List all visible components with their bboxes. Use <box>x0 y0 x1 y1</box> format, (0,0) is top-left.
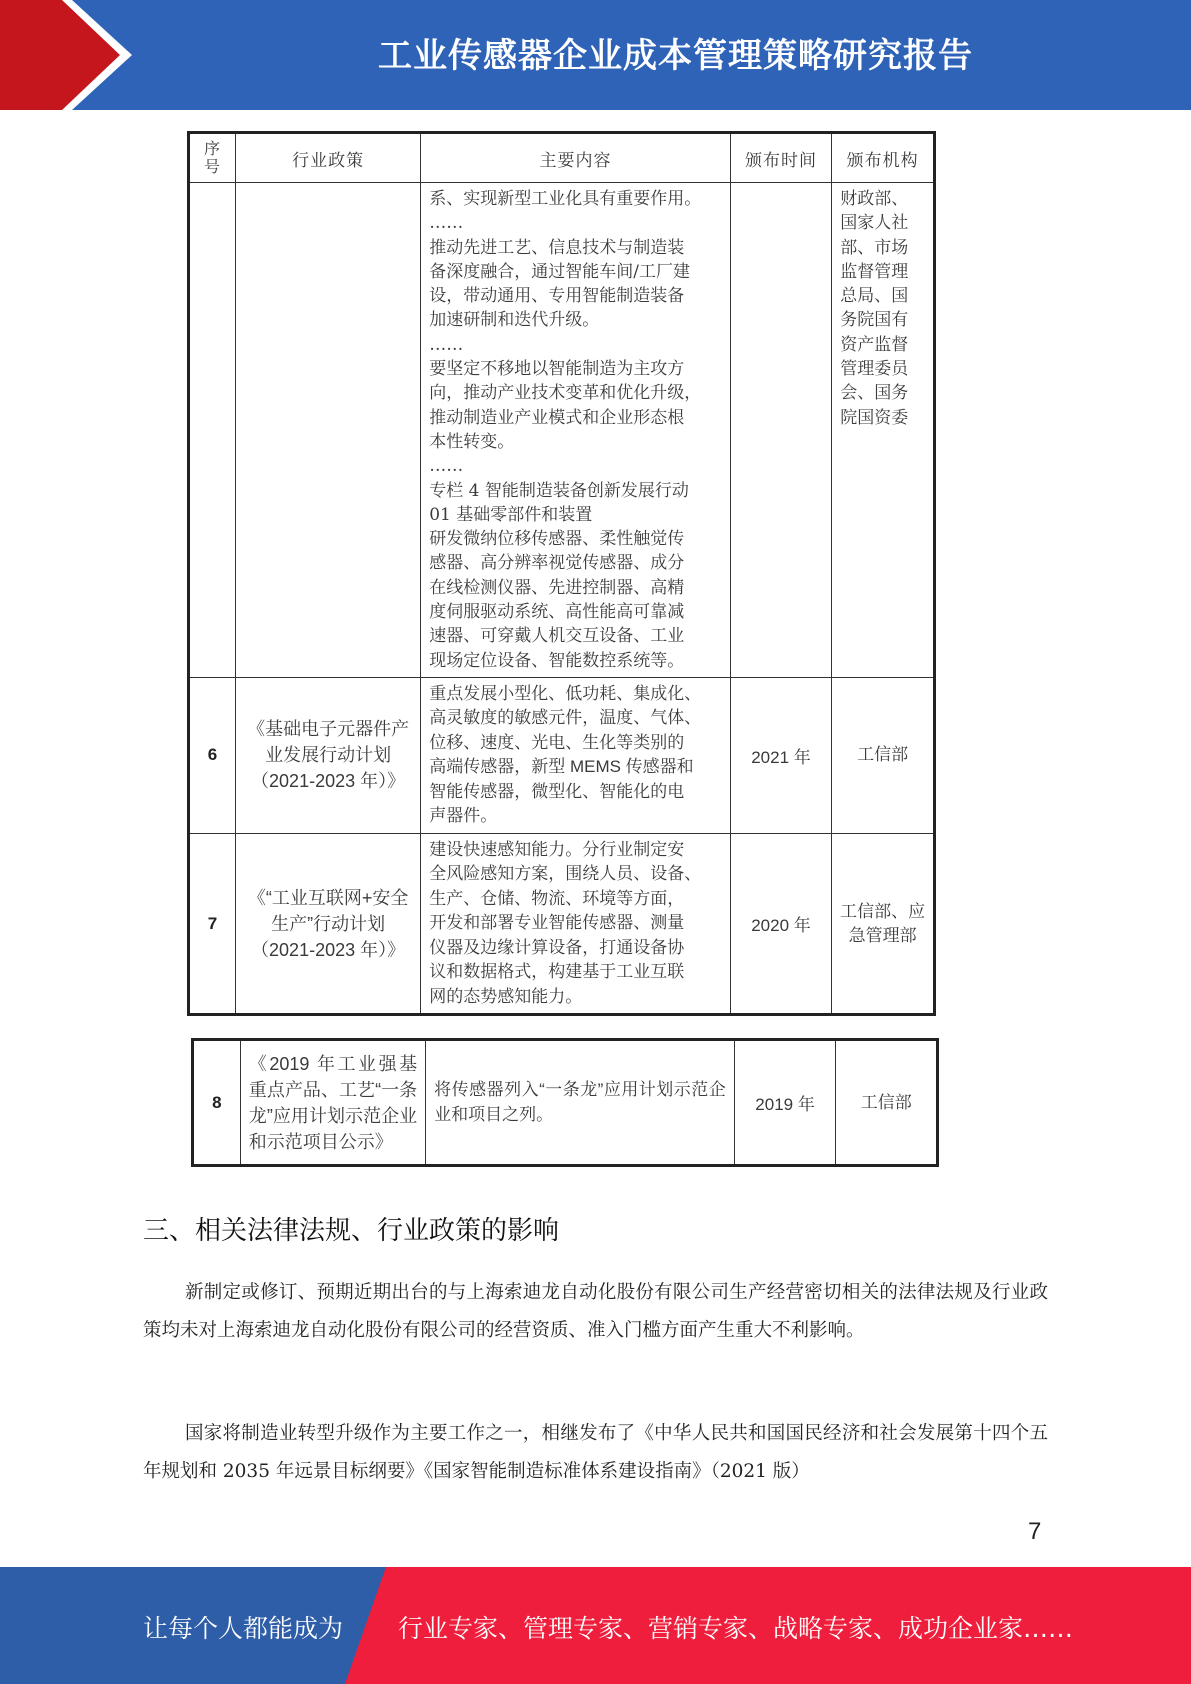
policy-table <box>187 131 936 1016</box>
content-line: 专栏 4 智能制造装备创新发展行动 <box>429 480 689 501</box>
continued-num-cell <box>189 183 236 678</box>
content-line: 建设快速感知能力。分行业制定安 <box>429 839 685 859</box>
content-line: 备深度融合，通过智能车间/工厂建 <box>429 261 690 282</box>
page-header <box>0 0 1191 110</box>
footer-slogan-left: 让每个人都能成为 <box>143 1614 344 1643</box>
content-line: 设，带动通用、专用智能制造装备 <box>429 286 685 307</box>
header-policy: 行业政策 <box>235 133 420 183</box>
paragraph-1: 新制定或修订、预期近期出台的与上海索迪龙自动化股份有限公司生产经营密切相关的法律法规及行业政策均未对上海索迪龙自动化股份有限公司的经营资质、准入门槛方面产生重大不利影响。 <box>143 1282 1048 1341</box>
table-row-continued <box>189 183 935 678</box>
content-line: 系、实现新型工业化具有重要作用。 <box>429 189 702 209</box>
org-line: 国家人社 <box>840 213 909 234</box>
content-line: 仪器及边缘计算设备，打通设备协 <box>429 937 685 957</box>
org-line: 监督管理 <box>840 261 909 282</box>
org-line: 部、市场 <box>840 237 909 258</box>
content-line: 速器、可穿戴人机交互设备、工业 <box>429 626 685 647</box>
report-title: 工业传感器企业成本管理策略研究报告 <box>378 36 973 76</box>
content-line: 推动先进工艺、信息技术与制造装 <box>429 237 685 258</box>
content-line: 现场定位设备、智能数控系统等。 <box>429 650 685 671</box>
footer-slogan-right: 行业专家、管理专家、营销专家、战略专家、成功企业家…… <box>398 1614 1074 1643</box>
header-time: 颁布时间 <box>730 133 832 183</box>
page-footer <box>0 1567 1191 1684</box>
row6-num: 6 <box>189 677 236 833</box>
row6-org: 工信部 <box>832 677 935 833</box>
header-index: 序号 <box>189 133 236 183</box>
content-line: 01 基础零部件和装置 <box>429 504 593 525</box>
continued-policy-cell <box>235 183 420 678</box>
org-line: 管理委员 <box>840 359 909 380</box>
content-line: 高灵敏度的敏感元件，温度、气体、 <box>429 708 702 728</box>
org-line: 总局、国 <box>840 286 909 307</box>
content-line: 智能传感器，微型化、智能化的电 <box>429 781 685 801</box>
header-org: 颁布机构 <box>832 133 935 183</box>
org-line: 务院国有 <box>840 310 909 331</box>
page-number: 7 <box>1028 1518 1042 1545</box>
org-line: 院国资委 <box>840 407 909 428</box>
content-line: 感器、高分辨率视觉传感器、成分 <box>429 553 685 574</box>
row6-time: 2021 年 <box>730 677 832 833</box>
content-line: 开发和部署专业智能传感器、测量 <box>429 913 685 933</box>
content-line: 加速研制和迭代升级。 <box>429 310 600 331</box>
row7-org: 工信部、应急管理部 <box>832 833 935 1015</box>
content-line: 重点发展小型化、低功耗、集成化、 <box>429 683 702 703</box>
row6-content <box>421 677 730 833</box>
content-line: 推动制造业产业模式和企业形态根 <box>429 407 685 428</box>
org-line: 财政部、 <box>840 189 909 209</box>
content-line: …… <box>429 213 464 234</box>
table-header-row <box>189 133 935 183</box>
continued-time-cell <box>730 183 832 678</box>
row8-org: 工信部 <box>836 1040 938 1166</box>
org-line: 资产监督 <box>840 334 909 355</box>
org-line: 会、国务 <box>840 383 909 404</box>
paragraph-2: 国家将制造业转型升级作为主要工作之一，相继发布了《中华人民共和国国民经济和社会发展第十四个五年规划和 2035 年远景目标纲要》《国家智能制造标准体系建设指南》（2021 版） <box>143 1423 1048 1482</box>
continued-org-cell <box>832 183 935 678</box>
row8-content: 将传感器列入“一条龙”应用计划示范企业和项目之列。 <box>426 1040 735 1166</box>
content-line: 要坚定不移地以智能制造为主攻方 <box>429 359 685 380</box>
content-line: 高端传感器，新型 MEMS 传感器和 <box>429 757 694 777</box>
section-title: 三、相关法律法规、行业政策的影响 <box>143 1216 560 1246</box>
row8-policy: 《2019 年工业强基重点产品、工艺“一条龙”应用计划示范企业和示范项目公示》 <box>240 1040 425 1166</box>
row7-time: 2020 年 <box>730 833 832 1015</box>
row6-policy: 《基础电子元器件产业发展行动计划（2021-2023 年）》 <box>235 677 420 833</box>
content-line: 网的态势感知能力。 <box>429 986 583 1006</box>
content-line: …… <box>429 334 464 355</box>
row8-num: 8 <box>193 1040 241 1166</box>
header-content: 主要内容 <box>421 133 730 183</box>
content-line: 声器件。 <box>429 806 498 826</box>
header-arrow-logo <box>0 0 160 110</box>
row7-num: 7 <box>189 833 236 1015</box>
content-line: 研发微纳位移传感器、柔性触觉传 <box>429 529 685 550</box>
row7-content <box>421 833 730 1015</box>
table-row-7 <box>189 833 935 1015</box>
content-line: 度伺服驱动系统、高性能高可靠减 <box>429 602 685 623</box>
continued-content-cell <box>421 183 730 678</box>
row8-time: 2019 年 <box>734 1040 836 1166</box>
content-line: 向，推动产业技术变革和优化升级， <box>429 383 702 404</box>
content-line: 在线检测仪器、先进控制器、高精 <box>429 577 685 598</box>
policy-table-continued <box>191 1038 939 1167</box>
content-line: 本性转变。 <box>429 431 515 452</box>
content-line: 全风险感知方案，围绕人员、设备、 <box>429 864 702 884</box>
row7-policy: 《“工业互联网+安全生产”行动计划（2021-2023 年）》 <box>235 833 420 1015</box>
content-line: 位移、速度、光电、生化等类别的 <box>429 732 685 752</box>
table-row-8 <box>193 1040 938 1166</box>
table-row-6 <box>189 677 935 833</box>
content-line: …… <box>429 456 464 477</box>
content-line: 生产、仓储、物流、环境等方面， <box>429 888 685 908</box>
content-line: 议和数据格式，构建基于工业互联 <box>429 962 685 982</box>
